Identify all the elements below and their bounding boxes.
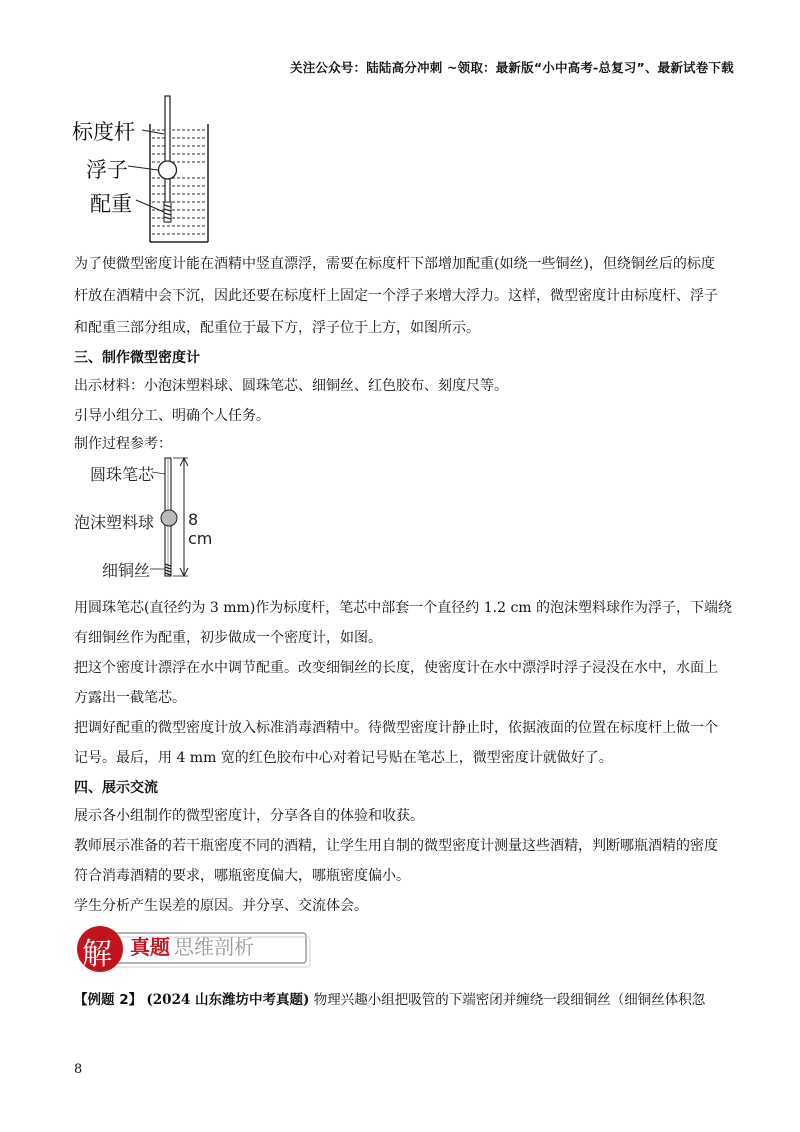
example-tag: 【例题 2】 [74, 992, 143, 1008]
paragraph: 展示各小组制作的微型密度计，分享各自的体验和收获。 [74, 808, 424, 824]
paragraph: 杆放在酒精中会下沉，因此还要在标度杆上固定一个浮子来增大浮力。这样，微型密度计由标度杆、浮子 [74, 288, 718, 304]
label-foam-ball: 泡沫塑料球 [74, 513, 155, 532]
label-weight: 配重 [90, 192, 132, 216]
hydrometer-figure [68, 92, 218, 252]
paragraph: 用圆珠笔芯(直径约为 3 mm)作为标度杆，笔芯中部套一个直径约 1.2 cm 的泡沫塑料球作为浮子，下端绕 [74, 600, 733, 616]
paragraph: 方露出一截笔芯。 [74, 690, 186, 706]
paragraph: 和配重三部分组成，配重位于最下方，浮子位于上方，如图所示。 [74, 320, 480, 336]
paragraph: 引导小组分工、明确个人任务。 [74, 408, 270, 424]
paragraph: 记号。最后，用 4 mm 宽的红色胶布中心对着记号贴在笔芯上，微型密度计就做好了。 [74, 750, 613, 766]
label-float: 浮子 [86, 158, 128, 182]
banner-title-gray: 思维剖析 [174, 935, 254, 959]
paragraph: 制作过程参考： [74, 436, 172, 452]
paragraph: 为了使微型密度计能在酒精中竖直漂浮，需要在标度杆下部增加配重(如绕一些铜丝)，但绕铜丝后的标度 [74, 256, 715, 272]
section-banner [76, 925, 316, 973]
example-source: (2024 山东潍坊中考真题) [146, 992, 310, 1008]
paragraph: 学生分析产生误差的原因。并分享、交流体会。 [74, 898, 368, 914]
paragraph: 出示材料：小泡沫塑料球、圆珠笔芯、细铜丝、红色胶布、刻度尺等。 [74, 378, 508, 394]
label-scale-rod: 标度杆 [72, 120, 135, 144]
example-line [74, 990, 744, 1010]
section-heading-3: 三、制作微型密度计 [74, 350, 200, 366]
page-number: 8 [74, 1062, 83, 1077]
diy-hydrometer-figure [74, 452, 224, 582]
page-header: 关注公众号：陆陆高分冲刺 ~领取：最新版“小中高考-总复习”、最新试卷下载 [290, 60, 734, 75]
length-label: 8 cm [188, 510, 213, 548]
section-heading-4: 四、展示交流 [74, 780, 158, 796]
banner-badge-text: 解 [82, 937, 112, 972]
paragraph: 把这个密度计漂浮在水中调节配重。改变细铜丝的长度，使密度计在水中漂浮时浮子浸没在水中，水面上 [74, 660, 718, 676]
example-text: 物理兴趣小组把吸管的下端密闭并缠绕一段细铜丝（细铜丝体积忽 [313, 992, 706, 1008]
paragraph: 有细铜丝作为配重，初步做成一个密度计，如图。 [74, 630, 382, 646]
banner-title-red: 真题 [130, 935, 170, 959]
paragraph: 教师展示准备的若干瓶密度不同的酒精，让学生用自制的微型密度计测量这些酒精，判断哪瓶酒精的密度 [74, 838, 718, 854]
paragraph: 符合消毒酒精的要求，哪瓶密度偏大，哪瓶密度偏小。 [74, 868, 410, 884]
paragraph: 把调好配重的微型密度计放入标准消毒酒精中。待微型密度计静止时，依据液面的位置在标度杆上做一个 [74, 720, 718, 736]
label-copper-wire: 细铜丝 [102, 561, 151, 580]
label-pen-refill: 圆珠笔芯 [90, 465, 155, 484]
